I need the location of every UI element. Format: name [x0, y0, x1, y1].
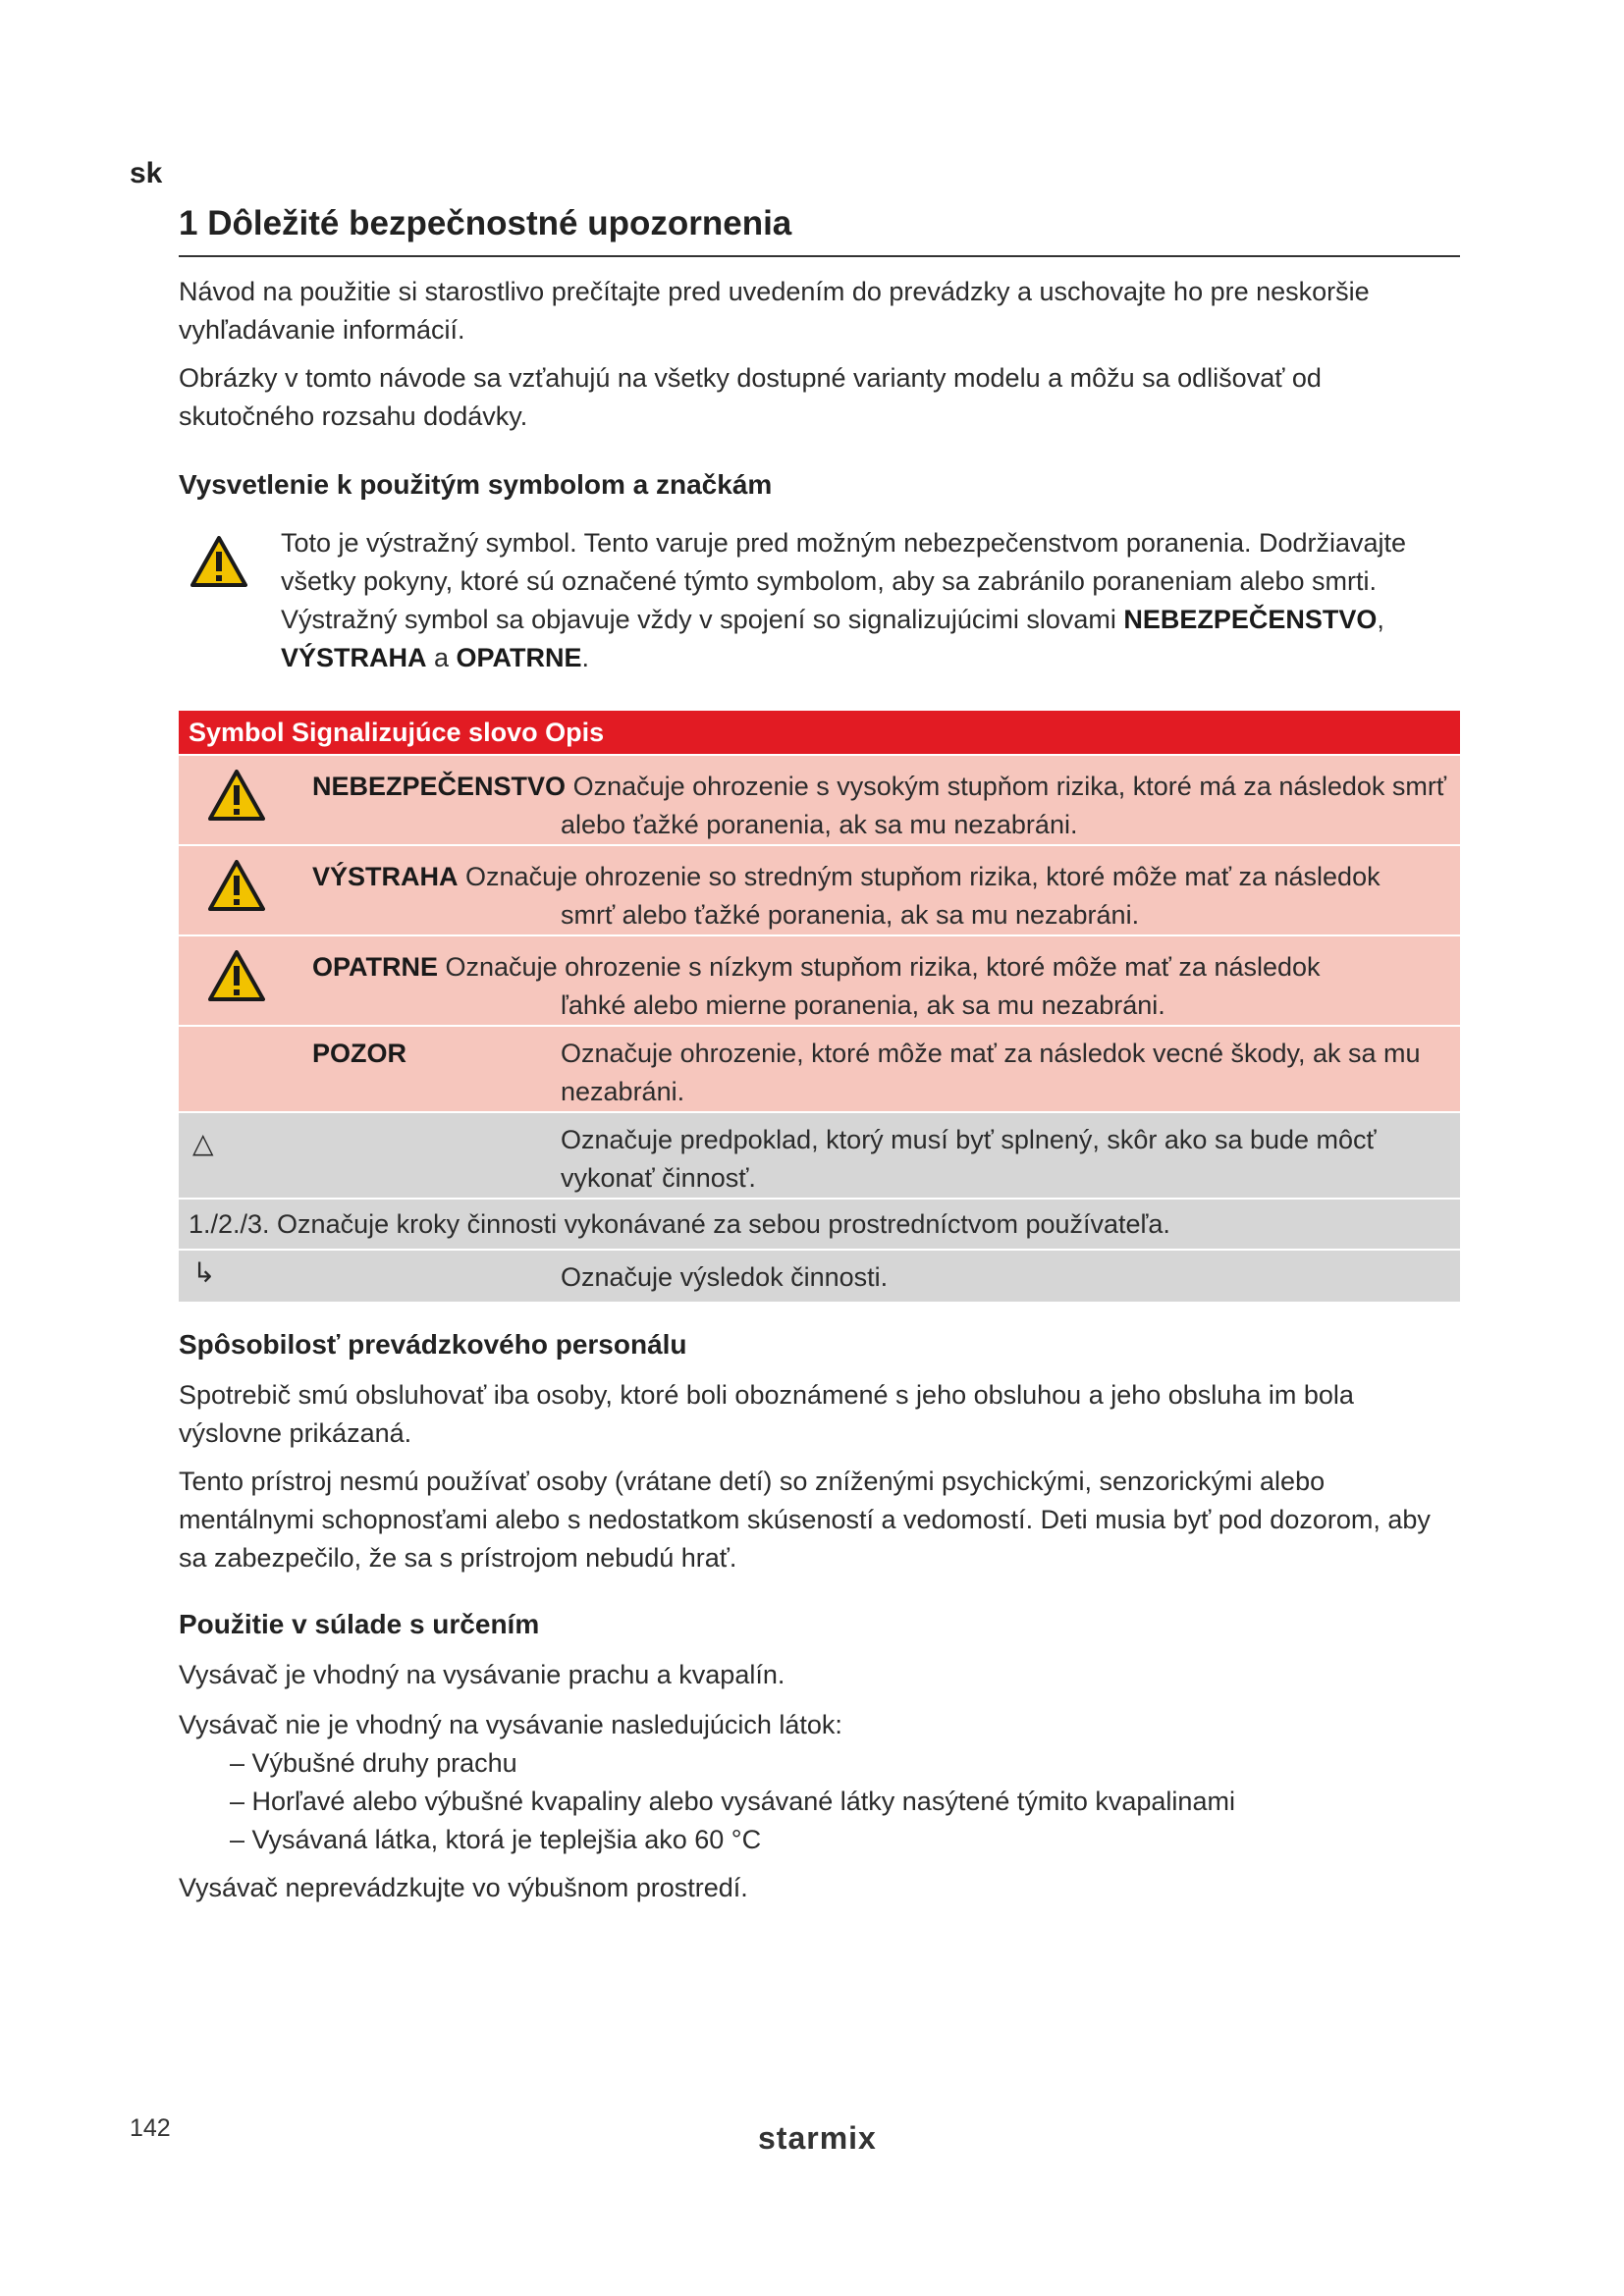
- list-item: – Horľavé alebo výbušné kvapaliny alebo vysávané látky nasýtené týmito kvapalinami: [230, 1783, 1460, 1821]
- row-description: Označuje ohrozenie, ktoré môže mať za následok vecné škody, ak sa mu nezabráni.: [561, 1039, 1421, 1106]
- row-text: [312, 845, 1460, 935]
- table-header-text: Symbol Signalizujúce slovo Opis: [179, 711, 1460, 755]
- row-text: 1./2./3. Označuje kroky činnosti vykonávané za sebou prostredníctvom používateľa.: [179, 1199, 1460, 1250]
- warning-triangle-icon: [190, 536, 247, 677]
- unsuitable-substances-list: [179, 1744, 1460, 1859]
- signal-word: VÝSTRAHA: [312, 862, 459, 891]
- warning-intro-text: [281, 524, 1460, 677]
- table-header: [179, 711, 1460, 755]
- main-content: [179, 204, 1460, 1907]
- signal-word: POZOR: [312, 1039, 407, 1068]
- signal-word: OPATRNE: [312, 952, 438, 982]
- warning-triangle-icon: [179, 935, 312, 1026]
- table-row: [179, 1026, 1460, 1112]
- intended-use-paragraph-3: Vysávač neprevádzkujte vo výbušnom prostredí.: [179, 1873, 748, 1902]
- symbol-cell: [179, 1250, 312, 1302]
- table-row: [179, 755, 1460, 845]
- symbols-table: [179, 711, 1460, 1302]
- keyword-danger: NEBEZPEČENSTVO: [1123, 605, 1378, 634]
- symbol-cell: [179, 1112, 312, 1199]
- warning-intro: [179, 524, 1460, 677]
- separator: ,: [1377, 605, 1384, 634]
- table-row: [179, 935, 1460, 1026]
- intro-paragraph-1: Návod na použitie si starostlivo prečítajte pred uvedením do prevádzky a uschovajte ho pre neskoršie vyhľadávanie informácií.: [179, 277, 1370, 345]
- row-description: Označuje ohrozenie s nízkym stupňom rizika, ktoré môže mať za následok: [445, 952, 1321, 982]
- period: .: [581, 643, 590, 672]
- result-arrow-icon: ↳: [192, 1257, 216, 1288]
- intended-use-paragraph-2: Vysávač nie je vhodný na vysávanie nasledujúcich látok:: [179, 1710, 842, 1739]
- intended-use-paragraph-1: Vysávač je vhodný na vysávanie prachu a kvapalín.: [179, 1660, 785, 1689]
- empty-cell: [179, 1026, 312, 1112]
- symbols-heading: Vysvetlenie k použitým symbolom a značkám: [179, 469, 773, 500]
- list-item: – Vysávaná látka, ktorá je teplejšia ako 60 °C: [230, 1821, 1460, 1859]
- row-description: Označuje predpoklad, ktorý musí byť splnený, skôr ako sa bude môcť vykonať činnosť.: [561, 1125, 1377, 1193]
- table-row: [179, 1199, 1460, 1250]
- row-description: Označuje ohrozenie s vysokým stupňom rizika, ktoré má za následok smrť: [572, 772, 1447, 801]
- row-text: [312, 1112, 1460, 1199]
- table-row: [179, 1250, 1460, 1302]
- row-text: [312, 935, 1460, 1026]
- row-description: Označuje ohrozenie so stredným stupňom rizika, ktoré môže mať za následok: [465, 862, 1380, 891]
- personnel-heading: Spôsobilosť prevádzkového personálu: [179, 1329, 687, 1360]
- table-row: [179, 1112, 1460, 1199]
- row-description-cont: smrť alebo ťažké poranenia, ak sa mu nezabráni.: [561, 900, 1140, 930]
- outline-triangle-icon: △: [192, 1128, 214, 1158]
- row-text: [312, 1026, 1460, 1112]
- intro-paragraph-2: Obrázky v tomto návode sa vzťahujú na všetky dostupné varianty modelu a môžu sa odlišovať od skutočného rozsahu dodávky.: [179, 363, 1322, 431]
- page-title: 1 Dôležité bezpečnostné upozornenia: [179, 204, 1460, 257]
- row-text: [312, 755, 1460, 845]
- warning-triangle-icon: [179, 845, 312, 935]
- row-description-cont: alebo ťažké poranenia, ak sa mu nezabráni.: [561, 810, 1078, 839]
- warning-triangle-icon: [179, 755, 312, 845]
- conjunction: a: [426, 643, 457, 672]
- personnel-paragraph-1: Spotrebič smú obsluhovať iba osoby, ktoré boli oboznámené s jeho obsluhou a jeho obsluha im bola výslovne prikázaná.: [179, 1380, 1354, 1448]
- page-number: 142: [130, 2114, 171, 2142]
- list-item: – Výbušné druhy prachu: [230, 1744, 1460, 1783]
- intended-use-heading: Použitie v súlade s určením: [179, 1609, 540, 1639]
- brand-logo: starmix: [758, 2120, 877, 2156]
- keyword-warning: VÝSTRAHA: [281, 643, 427, 672]
- table-row: [179, 845, 1460, 935]
- keyword-caution: OPATRNE: [456, 643, 582, 672]
- row-text: [312, 1250, 1460, 1302]
- row-description-cont: ľahké alebo mierne poranenia, ak sa mu nezabráni.: [561, 990, 1165, 1020]
- personnel-paragraph-2: Tento prístroj nesmú používať osoby (vrátane detí) so zníženými psychickými, senzorickými alebo mentálnymi schopnosťami alebo s nedostatkom skúseností a vedomostí. Deti musia byť pod dozorom, aby sa zabezpečilo, že sa s prístrojom nebudú hrať.: [179, 1467, 1431, 1573]
- signal-word: NEBEZPEČENSTVO: [312, 772, 567, 801]
- language-code: sk: [130, 157, 163, 189]
- warning-intro-body: Toto je výstražný symbol. Tento varuje pred možným nebezpečenstvom poranenia. Dodržiavajte všetky pokyny, ktoré sú označené týmto symbolom, aby sa zabránilo poraneniam alebo smrti. Výstražný symbol sa objavuje vždy v spojení so signalizujúcimi slovami: [281, 528, 1407, 634]
- row-description: Označuje výsledok činnosti.: [561, 1262, 889, 1292]
